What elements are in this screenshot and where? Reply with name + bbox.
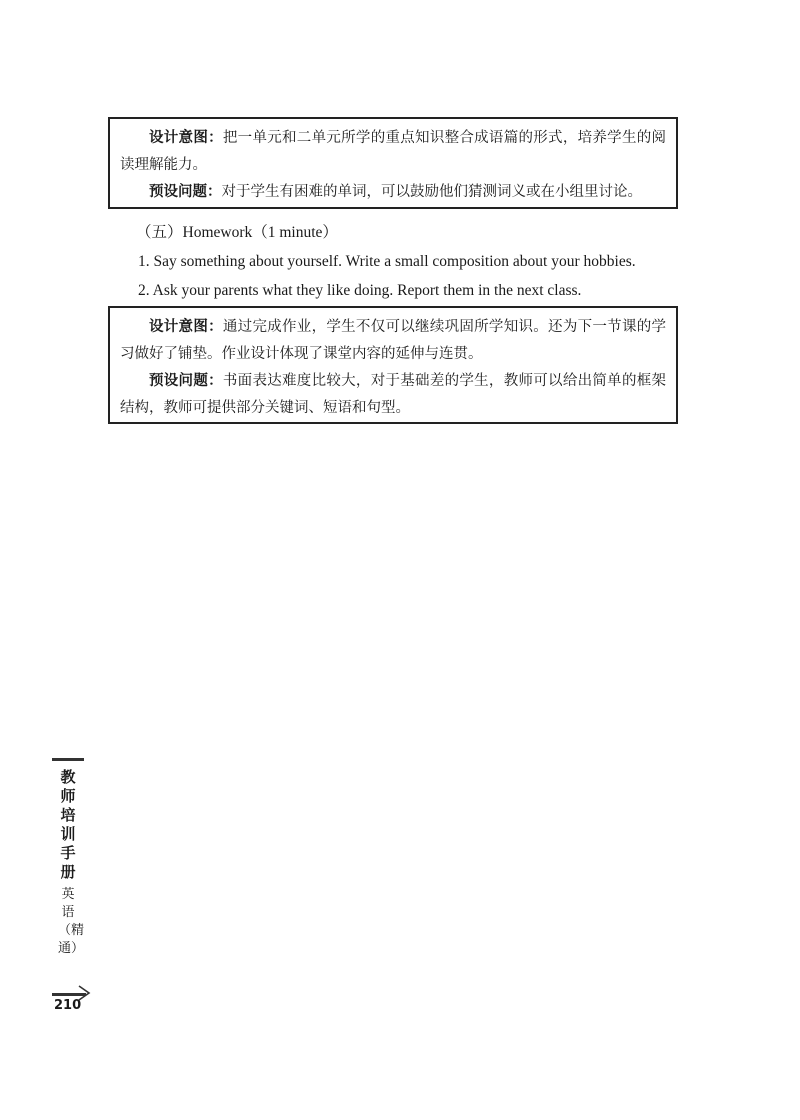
homework-title: （五）Homework（1 minute）: [136, 224, 338, 241]
design-intent-paragraph: [120, 125, 666, 179]
preset-question-label: 预设问题：: [149, 373, 223, 389]
preset-question-label: 预设问题：: [149, 184, 222, 200]
homework-item-2: 2. Ask your parents what they like doing. Report them in the next class.: [138, 282, 582, 299]
page-number: 210: [54, 998, 82, 1013]
preset-question-text: 对于学生有困难的单词，可以鼓励他们猜测词义或在小组里讨论。: [221, 184, 642, 200]
design-intent-label: 设计意图：: [149, 130, 223, 146]
preset-question-paragraph: [120, 368, 666, 422]
design-intent-text: 通过完成作业，学生不仅可以继续巩固所学知识。还为下一节课的学习做好了铺垫。作业设计体现了课堂内容的延伸与连贯。: [120, 319, 667, 362]
design-intent-box-2: [108, 306, 678, 424]
design-intent-label: 设计意图：: [149, 319, 223, 335]
preset-question-text: 书面表达难度比较大，对于基础差的学生，教师可以给出简单的框架结构，教师可提供部分关键词、短语和句型。: [120, 373, 667, 416]
preset-question-paragraph: [120, 179, 666, 206]
design-intent-paragraph: [120, 314, 666, 368]
side-tab-top-rule: [52, 758, 84, 761]
book-title: 教师培训手册: [60, 768, 76, 881]
design-intent-box-1: [108, 117, 678, 209]
design-intent-text: 把一单元和二单元所学的重点知识整合成语篇的形式，培养学生的阅读理解能力。: [120, 130, 667, 173]
homework-item-1: 1. Say something about yourself. Write a small composition about your hobbies.: [138, 253, 636, 270]
homework-section: [124, 218, 684, 305]
subject-label: 英语（精通）: [58, 887, 85, 956]
